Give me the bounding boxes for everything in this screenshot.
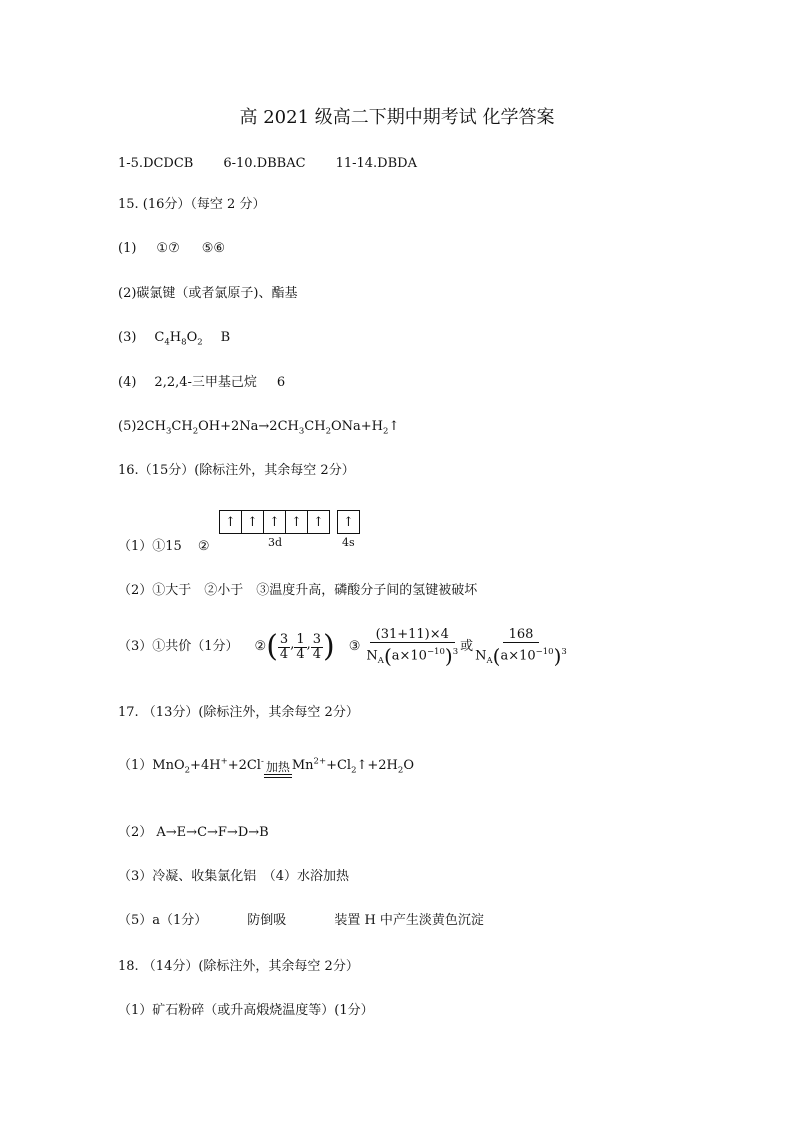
condition-label: 加热 xyxy=(265,760,290,774)
q15-p4-name: 2,2,4-三甲基己烷 xyxy=(154,375,257,390)
mc-6-10: 6-10.DBBAC xyxy=(223,156,306,171)
paren: ) xyxy=(553,644,562,668)
eq-text: +Cl xyxy=(326,758,352,773)
q16-p1-b: ② xyxy=(197,539,210,554)
q17-p5-c: 装置 H 中产生淡黄色沉淀 xyxy=(334,913,484,928)
orbital-box: ↑ xyxy=(285,510,308,534)
q15-part2: (2)碳氯键（或者氯原子)、酯基 xyxy=(118,286,298,301)
sub: 2 xyxy=(192,426,199,437)
q17-part5 xyxy=(118,913,484,929)
or-text: 或 xyxy=(460,639,474,654)
q16-p3-a: （3）①共价（1分） xyxy=(118,639,239,654)
sup: + xyxy=(220,756,228,767)
equals-sign xyxy=(264,774,292,778)
frac-den: 4 xyxy=(296,646,305,662)
sup: −10 xyxy=(535,647,554,658)
mc-11-14: 11-14.DBDA xyxy=(335,156,417,171)
frac-num: 3 xyxy=(279,631,289,647)
sub: A xyxy=(486,656,493,667)
q15-p4-count: 6 xyxy=(276,375,286,390)
q15-heading: 15. (16分）（每空 2 分） xyxy=(118,197,266,212)
gas-arrow: ↑ xyxy=(388,419,400,434)
eq-text: （1）MnO xyxy=(118,758,185,773)
paren: ( xyxy=(492,644,501,668)
eq-text: Mn xyxy=(291,758,314,773)
eq-text: OH+2Na→2CH xyxy=(198,419,299,434)
eq-text: +2Cl xyxy=(227,758,261,773)
frac-den xyxy=(364,643,460,666)
q15-part5-equation xyxy=(118,419,399,435)
comma: , xyxy=(306,637,311,652)
q16-part2: （2）①大于 ②小于 ③温度升高，磷酸分子间的氢键被破坏 xyxy=(118,583,478,598)
q17-part3-4: （3）冷凝、收集氯化铝 （4）水浴加热 xyxy=(118,869,350,884)
formula-o: O xyxy=(186,330,198,345)
sub: 3 xyxy=(165,426,172,437)
sup: 2+ xyxy=(313,756,327,767)
frac-num: 3 xyxy=(312,631,322,647)
sub: 3 xyxy=(298,426,305,437)
orbital-box: ↑ xyxy=(241,510,264,534)
eq-text: CH xyxy=(171,419,193,434)
fraction xyxy=(278,633,290,662)
orbital-3d-label: 3d xyxy=(268,536,283,549)
q17-heading: 17. （13分）(除标注外，其余每空 2分） xyxy=(118,705,359,720)
sup: 3 xyxy=(561,647,567,658)
paren: ( xyxy=(383,644,392,668)
q18-heading: 18. （14分）(除标注外，其余每空 2分） xyxy=(118,959,359,974)
q16-heading: 16.（15分）(除标注外，其余每空 2分） xyxy=(118,463,355,478)
q16-p1-num: （1） xyxy=(118,539,153,554)
sub: A xyxy=(377,656,384,667)
sub: 2 xyxy=(397,765,404,776)
paren-open: ( xyxy=(266,629,278,664)
formula-c: C xyxy=(154,330,165,345)
q17-p5-b: 防倒吸 xyxy=(247,913,287,928)
eq-text: CH xyxy=(304,419,326,434)
frac-num: 1 xyxy=(296,631,305,647)
q17-part2: （2） A→E→C→F→D→B xyxy=(118,825,269,840)
sub: 4 xyxy=(164,337,170,348)
orbital-4s-box xyxy=(338,510,360,534)
eq-text: (5)2CH xyxy=(118,419,166,434)
sub: 2 xyxy=(197,337,203,348)
heating-condition xyxy=(264,761,292,778)
frac-num: (31+11)×4 xyxy=(370,628,455,643)
q15-part3 xyxy=(118,330,230,346)
sub: 2 xyxy=(184,765,191,776)
sup: 3 xyxy=(452,647,459,658)
orbital-box: ↑ xyxy=(337,510,360,534)
formula-h: H xyxy=(169,330,182,345)
q16-part3 xyxy=(118,624,569,670)
q15-part1 xyxy=(118,241,225,257)
q17-part1-equation xyxy=(118,752,414,780)
density-fraction-2 xyxy=(473,628,569,666)
page-title: 高 2021 级高二下期中期考试 化学答案 xyxy=(239,107,555,128)
orbital-box: ↑ xyxy=(263,510,286,534)
q16-p3-c: ③ xyxy=(348,639,361,654)
orbital-box: ↑ xyxy=(307,510,330,534)
q15-p1-b: ⑤⑥ xyxy=(201,241,226,256)
fraction xyxy=(311,633,323,662)
frac-num: 168 xyxy=(503,628,540,643)
lattice-term: a×10 xyxy=(391,648,427,664)
sub: 2 xyxy=(383,426,389,437)
q15-p4-num: (4) xyxy=(118,375,137,390)
density-fraction-1 xyxy=(364,628,460,666)
lattice-term: a×10 xyxy=(500,648,536,664)
orbital-4s-label: 4s xyxy=(342,536,355,549)
mc-1-5: 1-5.DCDCB xyxy=(118,156,194,171)
sup: - xyxy=(260,756,264,767)
frac-den: 4 xyxy=(279,646,289,662)
eq-text: ↑+2H xyxy=(356,758,398,773)
na-symbol: N xyxy=(366,648,378,664)
frac-den: 4 xyxy=(312,646,322,662)
q15-p1-a: ①⑦ xyxy=(156,241,180,256)
eq-text: ONa+H xyxy=(331,419,384,434)
eq-text: O xyxy=(403,758,414,773)
eq-text: +4H xyxy=(190,758,221,773)
sub: 2 xyxy=(325,426,331,437)
orbital-3d-boxes xyxy=(220,510,330,534)
q15-p3-answer: B xyxy=(220,330,231,345)
orbital-box: ↑ xyxy=(219,510,242,534)
mc-answers xyxy=(118,156,417,172)
sub: 8 xyxy=(181,337,187,348)
q15-part4 xyxy=(118,375,285,391)
paren-close: ) xyxy=(323,629,335,664)
q15-p3-num: (3) xyxy=(118,330,137,345)
q15-p1-num: (1) xyxy=(118,241,137,256)
q17-p5-a: （5）a（1分） xyxy=(118,913,208,928)
q16-p3-b: ② xyxy=(254,639,267,654)
sub: 2 xyxy=(351,765,357,776)
paren: ) xyxy=(444,644,453,668)
q16-p1-a: ①15 xyxy=(152,539,182,554)
q18-part1: （1）矿石粉碎（或升高煅烧温度等）(1分） xyxy=(118,1003,374,1018)
q16-part1 xyxy=(118,539,209,555)
sup: −10 xyxy=(426,647,445,658)
fraction xyxy=(294,633,306,662)
frac-den xyxy=(473,643,569,666)
comma: , xyxy=(290,637,295,652)
na-symbol: N xyxy=(475,648,487,664)
